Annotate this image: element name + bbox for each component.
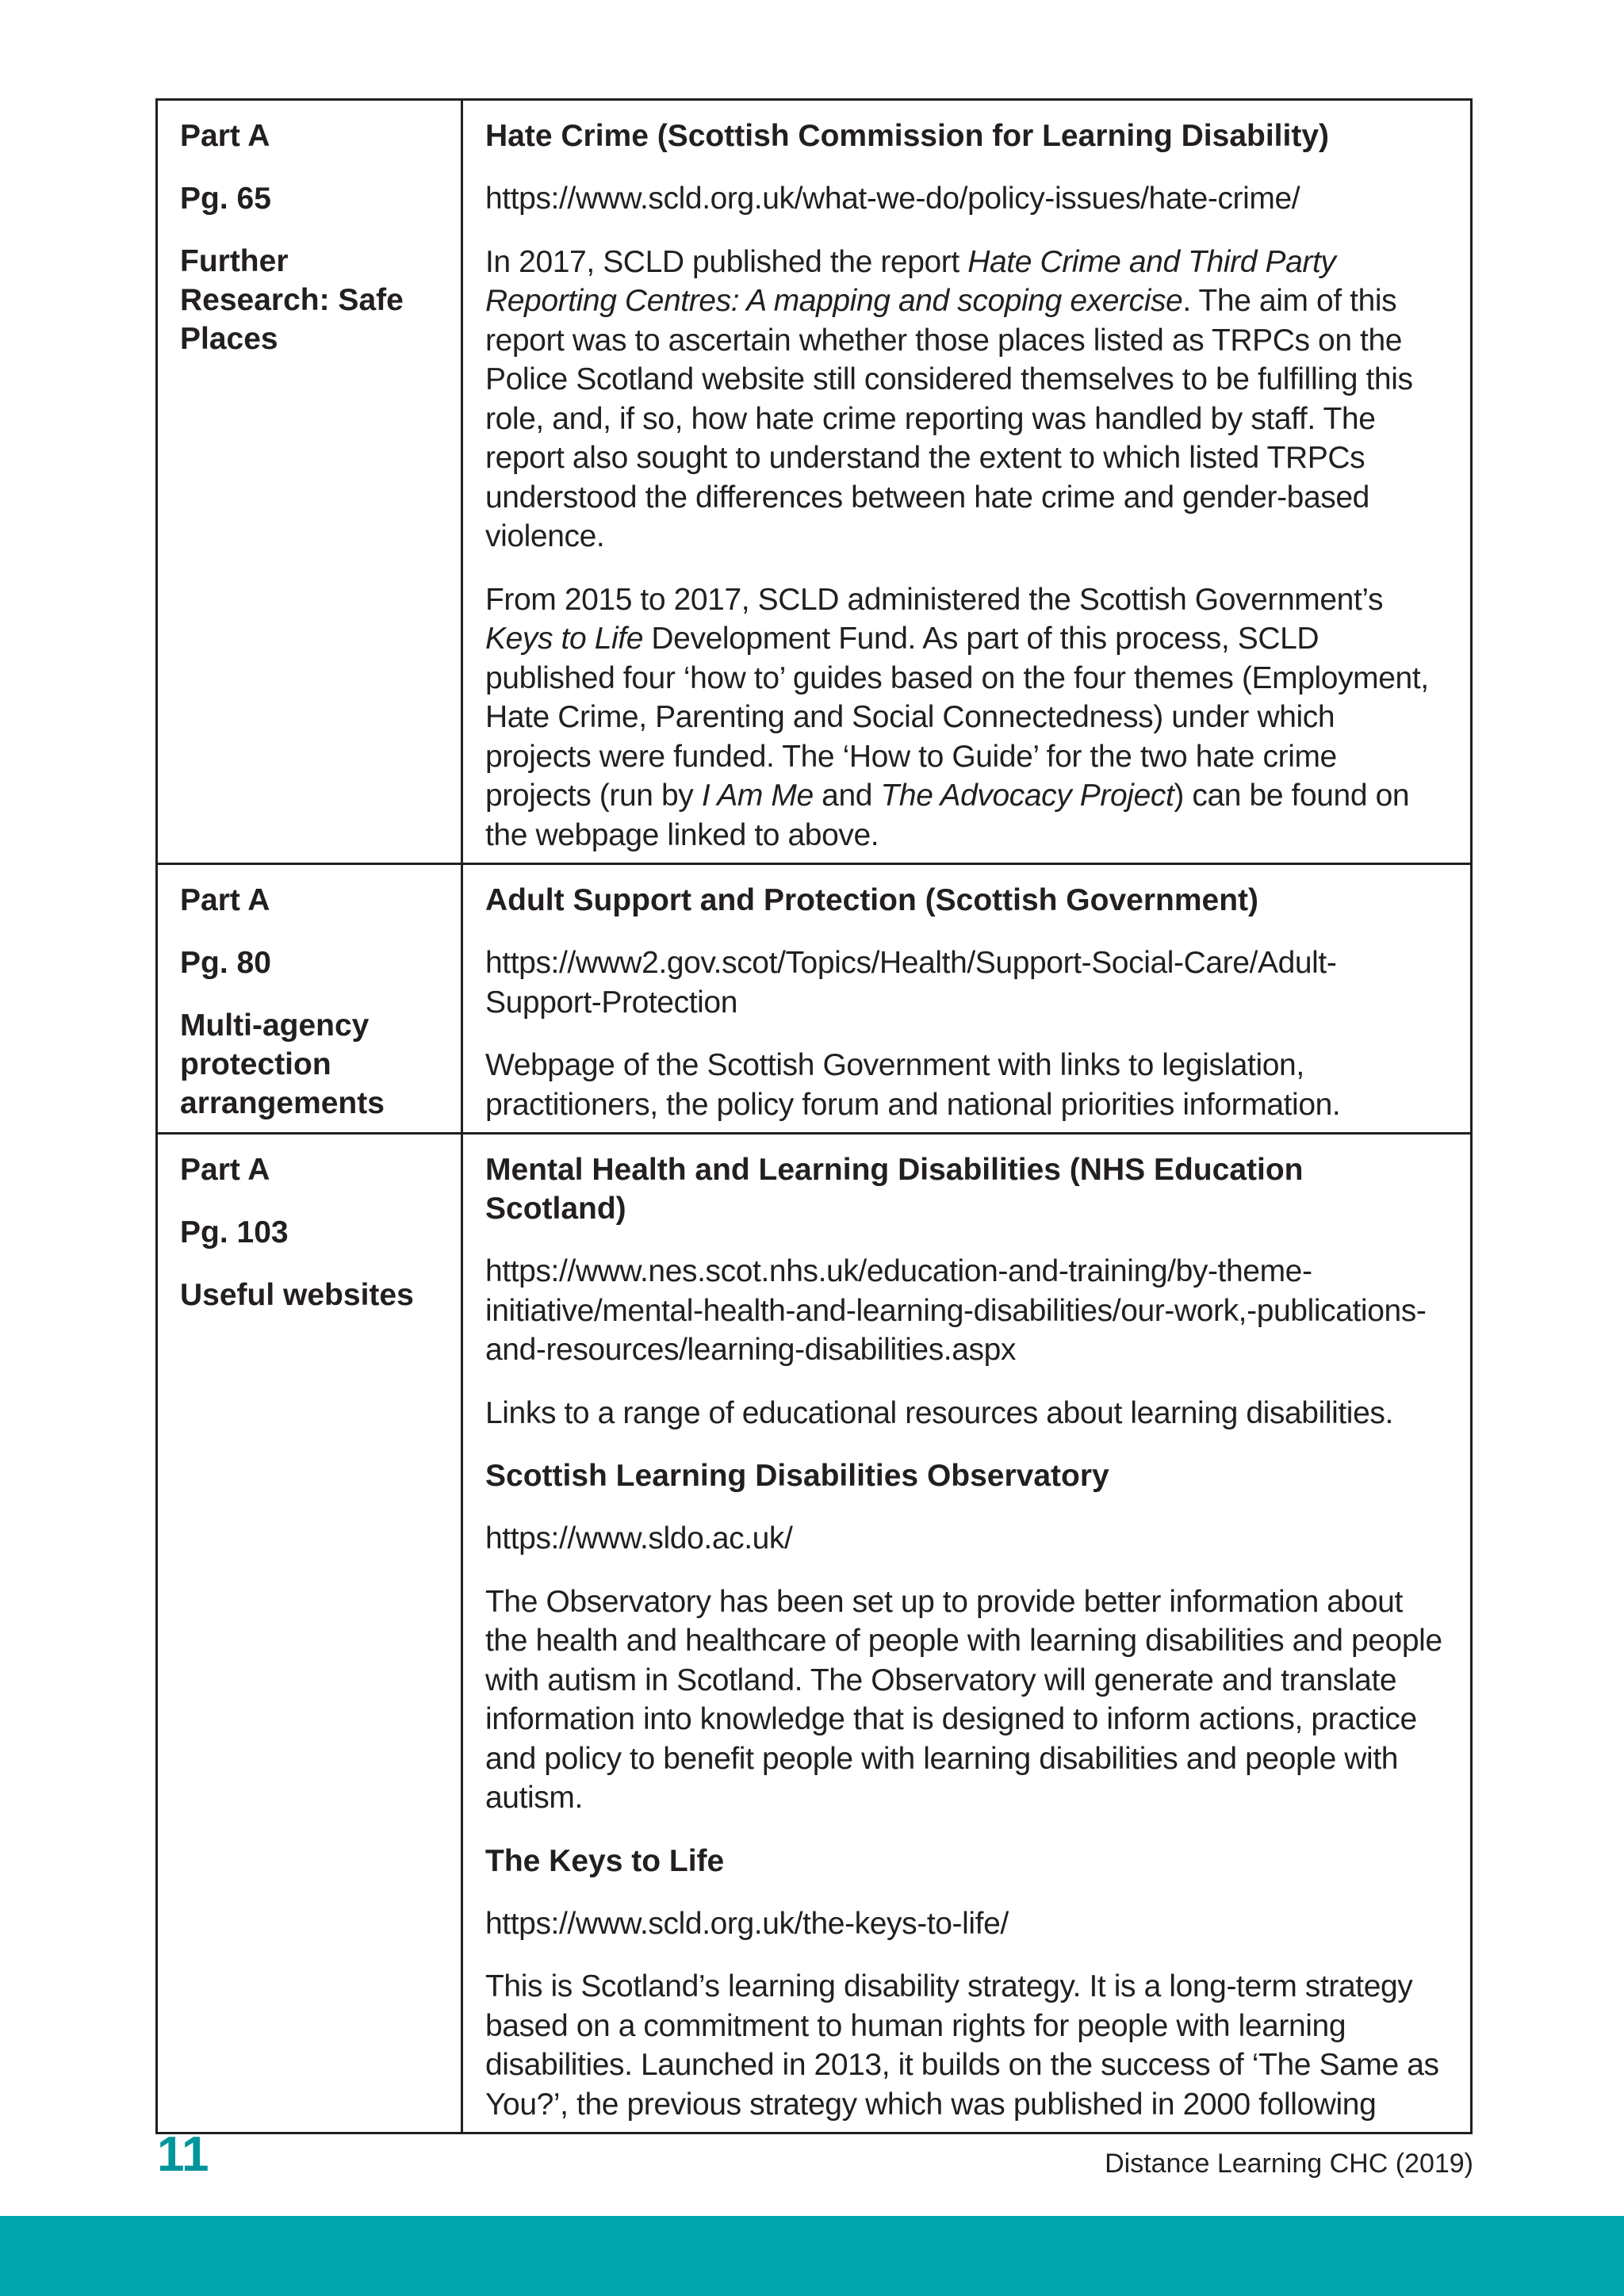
part-label: Part A (180, 119, 270, 153)
row-label-cell (157, 864, 462, 1134)
page-ref: Pg. 80 (180, 946, 271, 980)
resource-url[interactable]: https://www.nes.scot.nhs.uk/education-and-training/by-theme-initiative/mental-health-and-learning-disabilities/our-work,-publications-and-resources/learning-disabilities.aspx (485, 1254, 1427, 1367)
page-ref: Pg. 103 (180, 1215, 289, 1249)
resource-heading: Hate Crime (Scottish Commission for Learning Disability) (485, 119, 1330, 153)
resource-heading: The Keys to Life (485, 1843, 725, 1878)
resource-description: In 2017, SCLD published the report Hate Crime and Third Party Reporting Centres: A mapping and scoping exercise. The aim of this report was to ascertain whether those places listed as TRPCs on the Police Scotland website still considered themselves to be fulfilling this role, and, if so, how hate crime reporting was handled by staff. The report also sought to understand the extent to which listed TRPCs understood the differences between hate crime and gender-based violence. (485, 244, 1413, 553)
resource-url[interactable]: https://www.scld.org.uk/the-keys-to-life/ (485, 1906, 1009, 1941)
resource-description: From 2015 to 2017, SCLD administered the Scottish Government’s Keys to Life Development Fund. As part of this process, SCLD published four ‘how to’ guides based on the four themes (Employment, Hate Crime, Parenting and Social Connectedness) under which projects were funded. The ‘How to Guide’ for the two hate crime projects (run by I Am Me and The Advocacy Project) can be found on the webpage linked to above. (485, 582, 1429, 852)
page-number: 11 (157, 2127, 209, 2182)
resource-heading: Scottish Learning Disabilities Observatory (485, 1459, 1109, 1493)
row-content-cell (462, 1134, 1472, 2133)
resource-description: This is Scotland’s learning disability strategy. It is a long-term strategy based on a commitment to human rights for people with learning disabilities. Launched in 2013, it builds on the success of ‘The Same as You?’, the previous strategy which was published in 2000 following (485, 1969, 1439, 2122)
table-row (157, 100, 1472, 864)
resource-url[interactable]: https://www.sldo.ac.uk/ (485, 1521, 793, 1556)
resource-url[interactable]: https://www2.gov.scot/Topics/Health/Support-Social-Care/Adult-Support-Protection (485, 946, 1337, 1020)
topic-label: Useful websites (180, 1278, 414, 1312)
topic-label: Multi-agency protection arrangements (180, 1008, 385, 1120)
resource-description: The Observatory has been set up to provide better information about the health and healthcare of people with learning disabilities and people with autism in Scotland. The Observatory will generate and translate information into knowledge that is designed to inform actions, practice and policy to benefit people with learning disabilities and people with autism. (485, 1584, 1442, 1815)
topic-label: Further Research: Safe Places (180, 244, 404, 356)
table-row (157, 864, 1472, 1134)
part-label: Part A (180, 1153, 270, 1187)
part-label: Part A (180, 883, 270, 917)
footer-band (0, 2216, 1624, 2296)
references-table (155, 98, 1473, 2134)
row-content-cell (462, 100, 1472, 864)
resource-description: Webpage of the Scottish Government with links to legislation, practitioners, the policy forum and national priorities information. (485, 1048, 1341, 1122)
resource-heading: Mental Health and Learning Disabilities (NHS Education Scotland) (485, 1153, 1304, 1226)
row-label-cell (157, 100, 462, 864)
page-ref: Pg. 65 (180, 182, 271, 216)
row-content-cell (462, 864, 1472, 1134)
resource-url[interactable]: https://www.scld.org.uk/what-we-do/policy-issues/hate-crime/ (485, 182, 1300, 216)
row-label-cell (157, 1134, 462, 2133)
document-title: Distance Learning CHC (2019) (1105, 2149, 1473, 2179)
resource-description: Links to a range of educational resources about learning disabilities. (485, 1395, 1393, 1430)
resource-heading: Adult Support and Protection (Scottish Government) (485, 883, 1258, 917)
table-row (157, 1134, 1472, 2133)
